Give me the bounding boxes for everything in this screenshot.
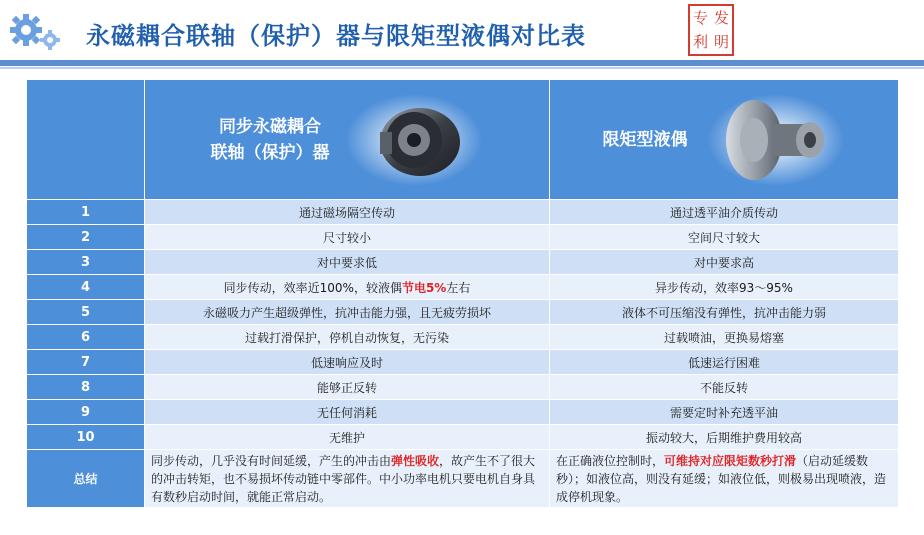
- coupling-summary: [145, 450, 550, 507]
- coupling-title: [211, 114, 330, 166]
- coupling-title-line1: 同步永磁耦合: [219, 116, 321, 137]
- header-divider-light: [0, 67, 924, 69]
- summary-text: 在正确液位控制时，: [556, 453, 665, 468]
- coupling-text: 左右: [446, 280, 471, 295]
- row-number: 4: [27, 275, 145, 299]
- coupling-cell: 过载打滑保护，停机自动恢复，无污染: [145, 325, 550, 349]
- fluid-cell: 液体不可压缩没有弹性，抗冲击能力弱: [621, 305, 826, 320]
- row-number: 3: [27, 250, 145, 274]
- coupling-product-image: [344, 92, 484, 188]
- row-number: 2: [27, 225, 145, 249]
- header-divider: [0, 60, 924, 66]
- comparison-table: [27, 80, 898, 508]
- seal-char: 明: [713, 33, 729, 51]
- header-col-fluid: [550, 80, 898, 199]
- header-col-coupling: [145, 80, 550, 199]
- page-title: 永磁耦合联轴（保护）器与限矩型液偶对比表: [86, 22, 586, 50]
- coupling-text: 同步传动，效率近100%，较液偶: [223, 280, 402, 295]
- coupling-cell: 无任何消耗: [145, 400, 550, 424]
- summary-text: （启动延缓数秒）；如液位高，则没有延缓；如液位低，则极易出现喷液，造成停机现象。: [556, 453, 887, 504]
- fluid-cell: 不能反转: [699, 380, 748, 395]
- header: [0, 0, 924, 70]
- gears-icon: [6, 12, 64, 52]
- fluid-title: 限矩型液偶: [602, 129, 688, 150]
- table-header-row: [27, 80, 898, 200]
- seal-char: 发: [713, 9, 729, 27]
- seal-char: 专: [692, 9, 708, 27]
- table-row: [27, 275, 898, 300]
- coupling-cell: 无维护: [145, 425, 550, 449]
- fluid-cell: 通过透平油介质传动: [669, 205, 778, 220]
- fluid-cell: 对中要求高: [693, 255, 754, 270]
- row-number: 1: [27, 200, 145, 224]
- fluid-cell: 空间尺寸较大: [687, 230, 760, 245]
- fluid-cell: 需要定时补充透平油: [669, 405, 778, 420]
- coupling-cell: 能够正反转: [145, 375, 550, 399]
- fluid-cell: 异步传动，效率93～95%: [655, 280, 793, 295]
- fluid-summary: [550, 450, 898, 507]
- table-row: [27, 400, 898, 425]
- fluid-coupling-image: [706, 92, 846, 188]
- summary-label: 总结: [27, 450, 145, 507]
- coupling-cell: 尺寸较小: [145, 225, 550, 249]
- coupling-cell: 永磁吸力产生超级弹性，抗冲击能力强，且无疲劳损坏: [145, 300, 550, 324]
- coupling-title-line2: 联轴（保护）器: [210, 142, 330, 163]
- table-row: [27, 225, 898, 250]
- table-row: [27, 250, 898, 275]
- highlight-text: 可维持对应限矩数秒打滑: [664, 453, 797, 468]
- highlight-text: 弹性吸收: [391, 453, 440, 468]
- row-number: 6: [27, 325, 145, 349]
- coupling-cell: [145, 275, 550, 299]
- fluid-cell: 过载喷油，更换易熔塞: [663, 330, 784, 345]
- fluid-cell: 低速运行困难: [687, 355, 760, 370]
- coupling-cell: 通过磁场隔空传动: [145, 200, 550, 224]
- table-row: [27, 300, 898, 325]
- table-row: [27, 425, 898, 450]
- row-number: 5: [27, 300, 145, 324]
- table-row: [27, 200, 898, 225]
- header-blank-cell: [27, 80, 145, 199]
- table-row: [27, 350, 898, 375]
- table-row: [27, 375, 898, 400]
- table-row: [27, 325, 898, 350]
- coupling-cell: 低速响应及时: [145, 350, 550, 374]
- summary-text: 同步传动，几乎没有时间延缓，产生的冲击由: [151, 453, 392, 468]
- highlight-text: 节电5%: [401, 280, 447, 295]
- row-number: 10: [27, 425, 145, 449]
- coupling-cell: 对中要求低: [145, 250, 550, 274]
- summary-text: ，故产生不了很大的冲击转矩，也不易损坏传动链中零部件。中小功率电机只要电机自身具有数秒启动时间，就能正常启动。: [151, 453, 536, 504]
- row-number: 7: [27, 350, 145, 374]
- patent-seal: [688, 4, 734, 56]
- summary-row: [27, 450, 898, 508]
- fluid-cell: 振动较大，后期维护费用较高: [645, 430, 802, 445]
- row-number: 9: [27, 400, 145, 424]
- row-number: 8: [27, 375, 145, 399]
- seal-char: 利: [692, 33, 708, 51]
